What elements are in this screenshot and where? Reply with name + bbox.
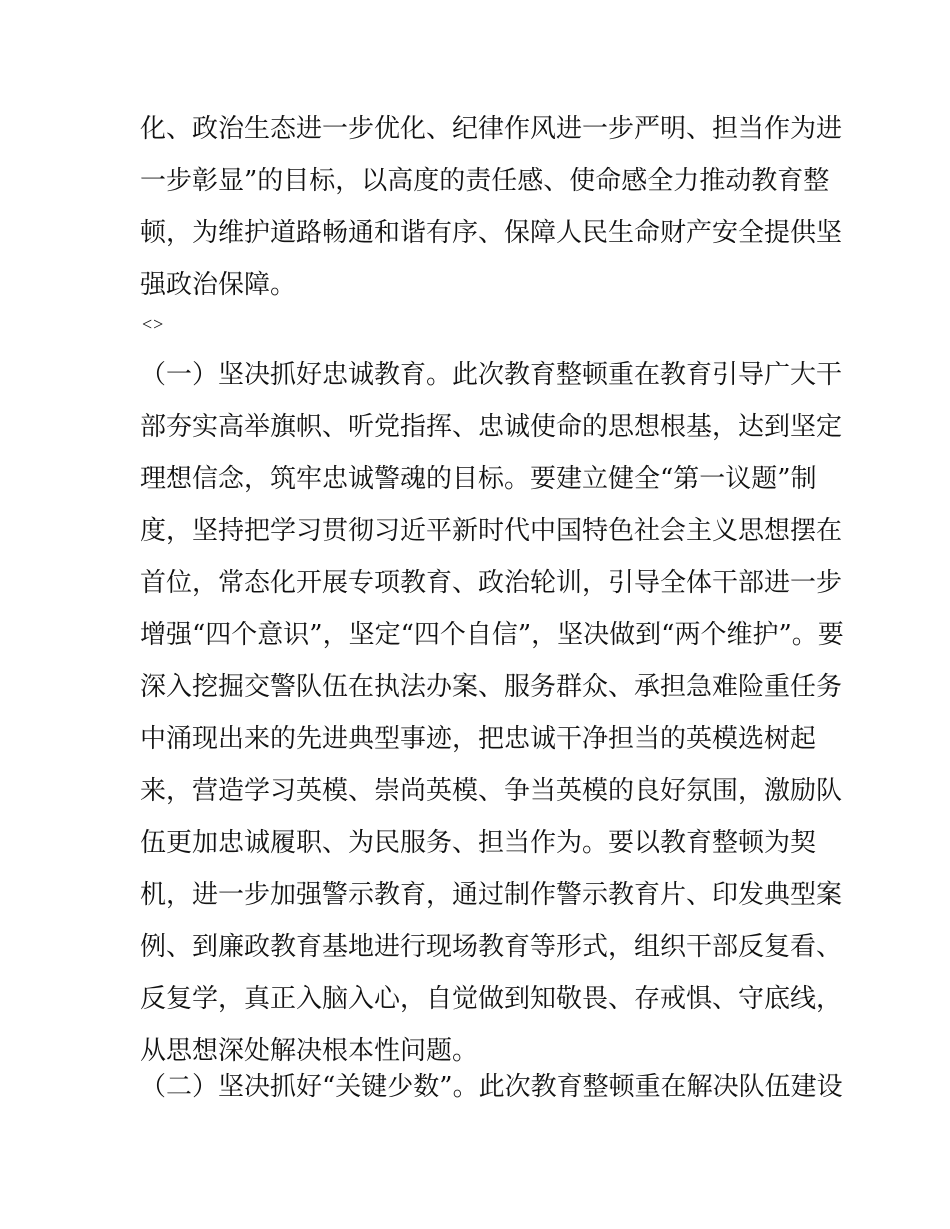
text-line: 机，进一步加强警示教育，通过制作警示教育片、印发典型案 [140,880,843,910]
text-line: 中涌现出来的先进典型事迹，把忠诚干净担当的英模选树起 [140,724,817,754]
paragraph-continuation [140,110,843,304]
text-line: 从思想深处解决根本性问题。 [140,1036,479,1066]
section-one-paragraph [140,356,844,1070]
text-line: 伍更加忠诚履职、为民服务、担当作为。要以教育整顿为契 [140,828,817,858]
text-line: 化、政治生态进一步优化、纪律作风进一步严明、担当作为进 [140,114,843,144]
text-line: 增强“四个意识”，坚定“四个自信”，坚决做到“两个维护”。要 [140,620,844,650]
text-line: 顿，为维护道路畅通和谐有序、保障人民生命财产安全提供坚 [140,218,843,248]
text-line: 例、到廉政教育基地进行现场教育等形式，组织干部反复看、 [140,932,843,962]
text-line: 深入挖掘交警队伍在执法办案、服务群众、承担急难险重任务 [140,672,843,702]
text-line: 首位，常态化开展专项教育、政治轮训，引导全体干部进一步 [140,568,843,598]
text-line: 部夯实高举旗帜、听党指挥、忠诚使命的思想根基，达到坚定 [140,412,843,442]
text-line: （二）坚决抓好“关键少数”。此次教育整顿重在解决队伍建设 [140,1072,843,1102]
text-line: （一）坚决抓好忠诚教育。此次教育整顿重在教育引导广大干 [140,360,843,390]
text-line: 反复学，真正入脑入心，自觉做到知敬畏、存戒惧、守底线， [140,984,843,1014]
text-line: 强政治保障。 [140,270,297,300]
section-two-paragraph [140,1068,843,1106]
text-line: 来，营造学习英模、崇尚英模、争当英模的良好氛围，激励队 [140,776,843,806]
text-line: 度，坚持把学习贯彻习近平新时代中国特色社会主义思想摆在 [140,516,843,546]
section-marker: <> [142,314,165,334]
text-line: 理想信念，筑牢忠诚警魂的目标。要建立健全“第一议题”制 [140,464,817,494]
text-line: 一步彰显”的目标，以高度的责任感、使命感全力推动教育整 [140,166,830,196]
